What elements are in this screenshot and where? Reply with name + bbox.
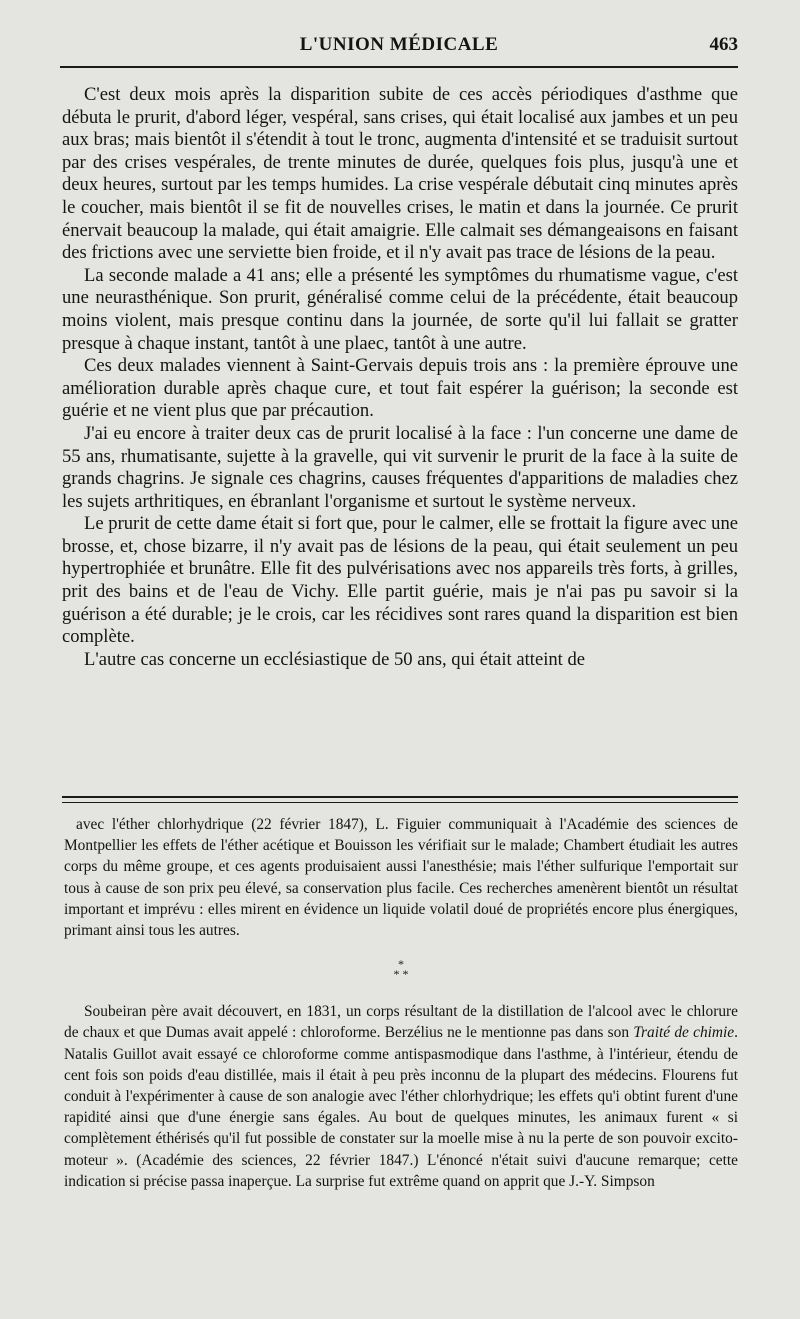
paragraph: La seconde malade a 41 ans; elle a présenté les symptômes du rhumatisme vague, c'est une neurasthénique. Son prurit, généralisé comme celui de la précédente, était beaucoup moins violent, mais presque continu dans la journée, de sorte qu'il lui fallait se gratter presque à chaque instant, tantôt à une plaec, tantôt à une autre. — [62, 264, 738, 354]
asterism-top: * — [398, 957, 404, 972]
footnote-text: . Natalis Guillot avait essayé ce chloroforme comme antispasmodique dans l'asthme, à l'intérieur, étendu de cent fois son poids d'eau distillée, mais il était à peu près inconnu de la plupart des médecins. Flourens fut conduit à l'expérimenter à cause de son analogie avec l'éther chlorhydrique; les effets qu'i obtint furent d'une rapidité ainsi que d'une énergie sans égales. Au bout de quelques minutes, les animaux furent « si complètement éthérisés qu'il fut possible de constater sur la moelle mise à nu la perte de son pouvoir excito-moteur ». (Académie des sciences, 22 février 1847.) L'énoncé n'était suivi d'aucune remarque; cette indication si précise passa inaperçue. La surprise fut extrême quand on apprit que J.-Y. Simpson — [64, 1024, 739, 1190]
paragraph: L'autre cas concerne un ecclésiastique de 50 ans, qui était atteint de — [84, 648, 586, 670]
journal-title: L'UNION MÉDICALE — [299, 34, 499, 55]
asterism-bottom: * * — [393, 967, 409, 982]
paragraph: Ces deux malades viennent à Saint-Gervais depuis trois ans : la première éprouve une amélioration durable après chaque cure, et tout fait espérer la guérison; la seconde est guérie et ne vient plus que par précaution. — [62, 355, 738, 422]
footnote-separator — [62, 796, 738, 803]
main-text — [62, 84, 738, 671]
paragraph: C'est deux mois après la disparition subite de ces accès périodiques d'asthme que débuta le prurit, d'abord léger, vespéral, sans crises, qui était localisé aux jambes et un peu aux bras; mais bientôt il s'étendit à tout le tronc, augmenta d'intensité et se traduisit surtout par des crises vespérales, de trente minutes de durée, quelques fois plus, jusqu'à une et deux heures, surtout par les temps humides. La crise vespérale débutait cinq minutes après le coucher, mais bientôt il se fit de nouvelles crises, le matin et dans la journée. Ce prurit énervait beaucoup la malade, qui était amaigrie. Elle calmait ses démangeaisons en faisant des frictions avec une serviette bien froide, et il n'y avait pas trace de lésions de la peau. — [62, 84, 738, 264]
footnote-text: Soubeiran père avait découvert, en 1831, un corps résultant de la distillation de l'alcool avec le chlorure de chaux et que Dumas avait appelé : chloroforme. Berzélius ne le mentionne pas dans son — [64, 1003, 738, 1042]
paragraph: J'ai eu encore à traiter deux cas de prurit localisé à la face : l'un concerne une dame de 55 ans, rhumatisante, sujette à la gravelle, qui vit survenir le prurit de la face à la suite de grands chagrins. Je signale ces chagrins, causes fréquentes d'apparitions de maladies chez les sujets arthritiques, en ébranlant l'organisme et surtout le système nerveux. — [62, 422, 738, 512]
page-number: 463 — [709, 34, 738, 55]
book-title: Traité de chimie — [633, 1024, 735, 1042]
asterism — [64, 957, 738, 982]
paragraph: Le prurit de cette dame était si fort que, pour le calmer, elle se frottait la figure avec une brosse, et, chose bizarre, il n'y avait pas de lésions de la peau, qui était seulement un peu hypertrophiée et brunâtre. Elle fit des pulvérisations avec nos appareils très forts, à grilles, prit des bains et de l'eau de Vichy. Elle partit guérie, mais je n'ai pas pu savoir si la guérison a été durable; je le crois, car les récidives sont rares quand la disparition est bien complète. — [62, 513, 738, 648]
running-header — [60, 30, 738, 62]
footnote-paragraph — [64, 1001, 738, 1192]
header-rule — [60, 66, 738, 68]
footnote — [64, 814, 738, 1192]
footnote-paragraph: avec l'éther chlorhydrique (22 février 1847), L. Figuier communiquait à l'Académie des sciences de Montpellier les effets de l'éther acétique et Bouisson les vérifiait sur le malade; Chambert étudiait les autres corps du même groupe, et ces agents produisaient aussi l'anesthésie; mais l'éther sulfurique l'emportait sur tous à cause de son prix peu élevé, sa conservation plus facile. Ces recherches amenèrent bientôt un résultat important et imprévu : elles mirent en évidence un liquide volatil doué de propriétés encore plus énergiques, primant ainsi tous les autres. — [64, 816, 738, 940]
